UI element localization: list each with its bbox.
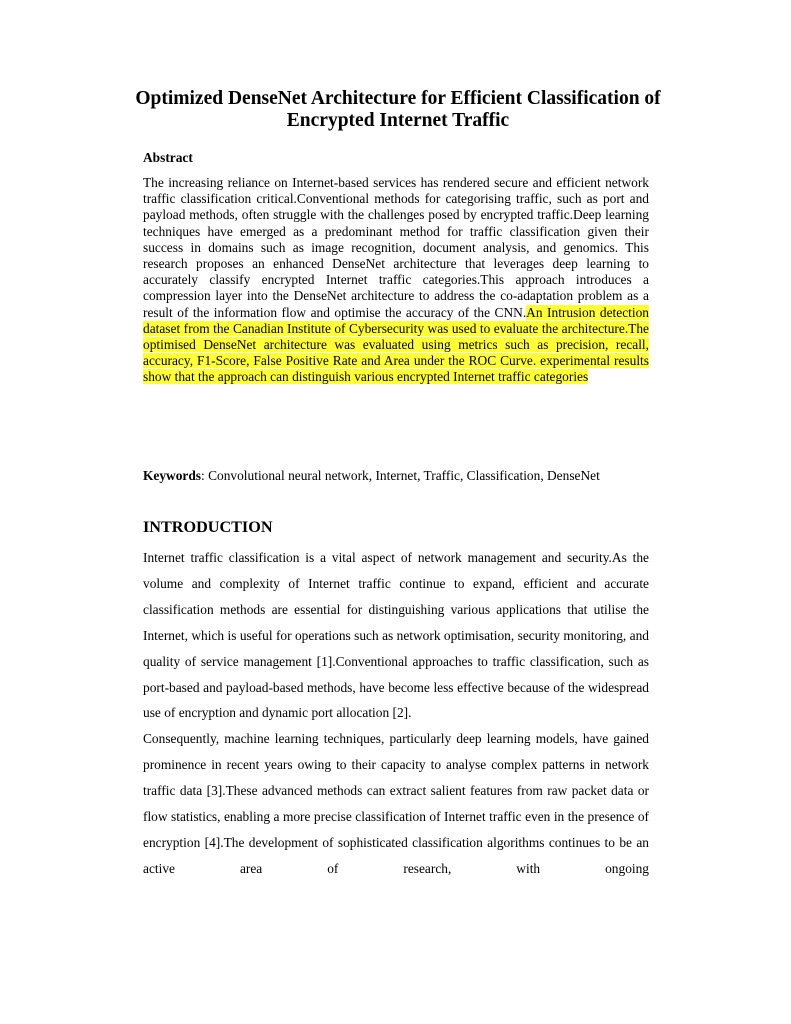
- keywords-line: [143, 468, 663, 484]
- introduction-heading: INTRODUCTION: [143, 518, 273, 536]
- abstract-highlighted-text: An Intrusion detection dataset from the Canadian Institute of Cybersecurity was used to evaluate the architecture.The optimised DenseNet architecture was evaluated using metrics such as precision, recall, accuracy, F1-Score, False Positive Rate and Area under the ROC Curve. experimental results show that the approach can distinguish various encrypted Internet traffic categories: [143, 304, 649, 385]
- abstract-body: [143, 175, 649, 386]
- paper-title: Optimized DenseNet Architecture for Efficient Classification of Encrypted Internet Traffic: [135, 88, 661, 131]
- abstract-text: The increasing reliance on Internet-based services has rendered secure and efficient network traffic classification critical.Conventional methods for categorising traffic, such as port and payload methods, often struggle with the challenges posed by encrypted traffic.Deep learning techniques have emerged as a predominant method for traffic classification given their success in domains such as image recognition, document analysis, and genomics. This research proposes an enhanced DenseNet architecture that leverages deep learning to accurately classify encrypted Internet traffic categories.This approach introduces a compression layer into the DenseNet architecture to address the co-adaptation problem as a result of the information flow and optimise the accuracy of the CNN.: [143, 175, 649, 320]
- keywords-label: Keywords: [143, 468, 202, 483]
- introduction-paragraph: Consequently, machine learning techniques, particularly deep learning models, have gained prominence in recent years owing to their capacity to analyse complex patterns in network traffic data [3].These advanced methods can extract salient features from raw packet data or flow statistics, enabling a more precise classification of Internet traffic even in the presence of encryption [4].The development of sophisticated classification algorithms continues to be an active area of research, with ongoing: [143, 731, 649, 876]
- introduction-paragraph: Internet traffic classification is a vital aspect of network management and security.As the volume and complexity of Internet traffic continue to expand, efficient and accurate classification methods are essential for distinguishing various applications that utilise the Internet, which is useful for operations such as network optimisation, security monitoring, and quality of service management [1].Conventional approaches to traffic classification, such as port-based and payload-based methods, have become less effective because of the widespread use of encryption and dynamic port allocation [2].: [143, 550, 649, 721]
- abstract-heading: Abstract: [143, 150, 193, 165]
- introduction-body: [143, 545, 649, 882]
- keywords-list: : Convolutional neural network, Internet, Traffic, Classification, DenseNet: [201, 468, 600, 483]
